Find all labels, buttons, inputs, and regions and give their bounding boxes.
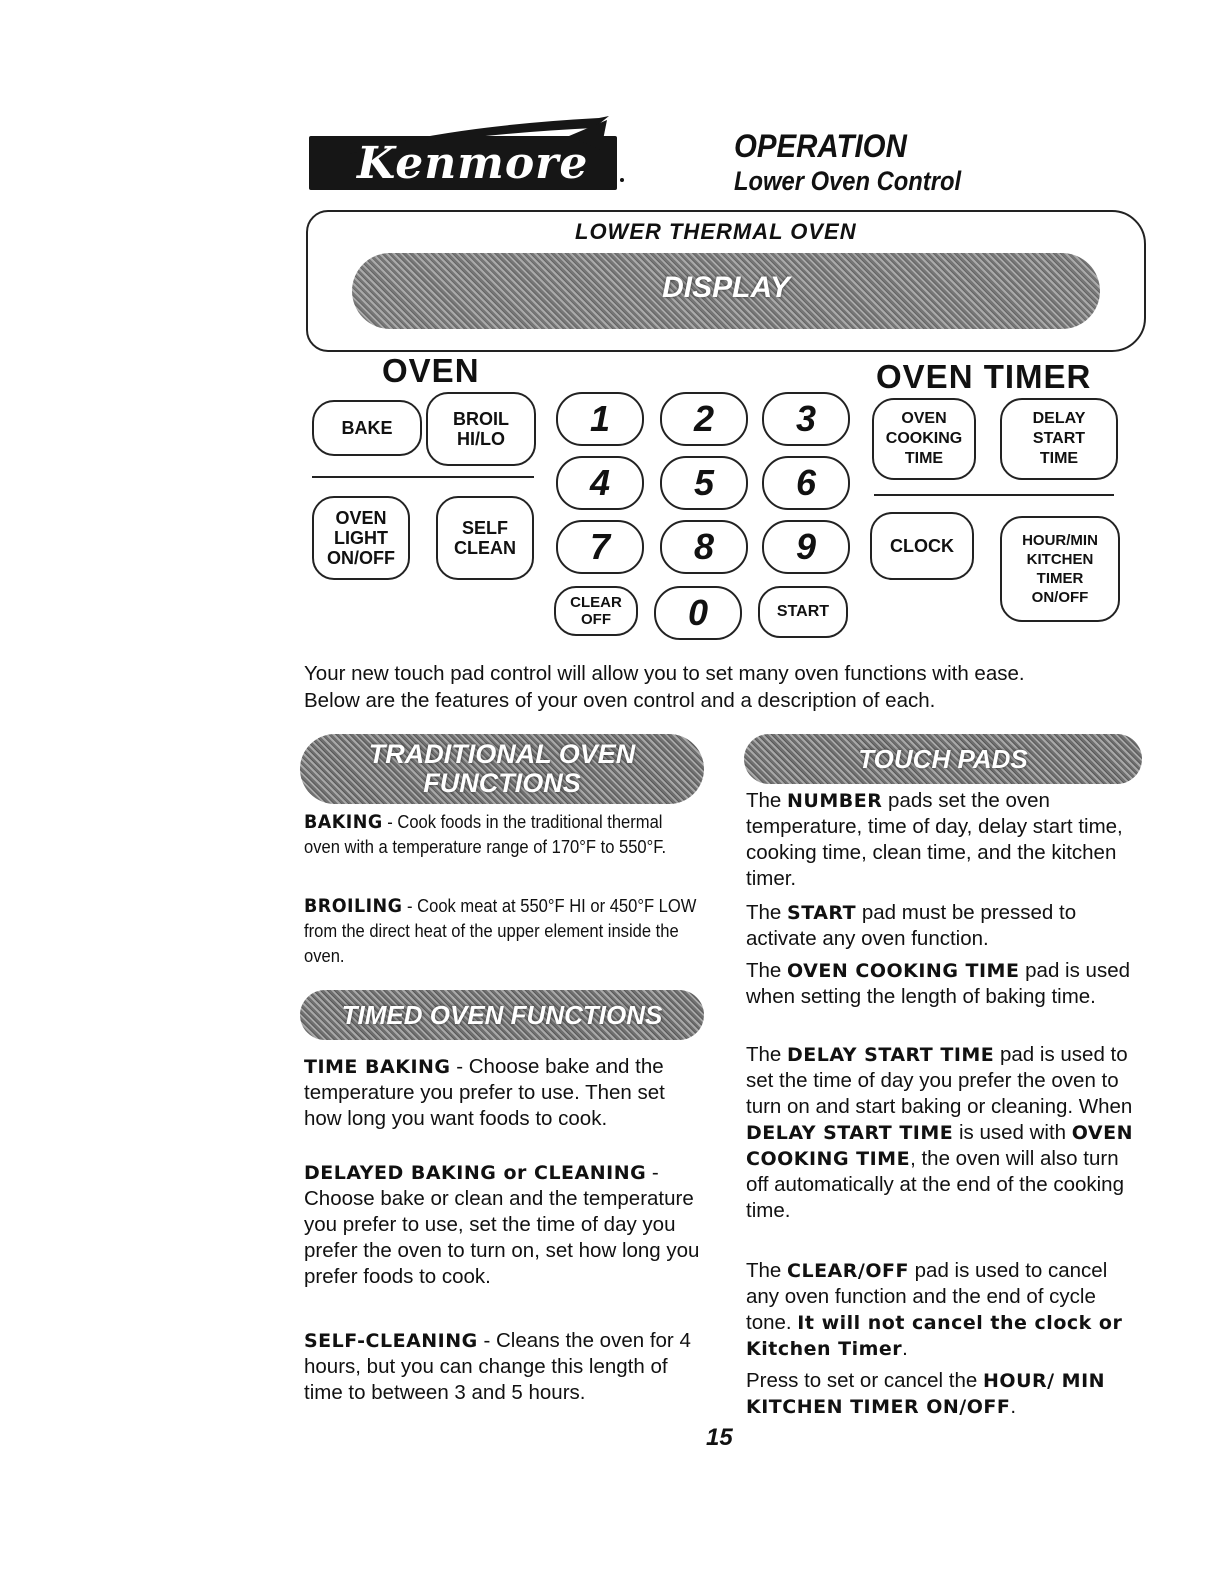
dst-term-2: DELAY START TIME — [746, 1122, 954, 1144]
time-baking-term: TIME BAKING — [304, 1056, 451, 1078]
bake-button[interactable]: BAKE — [312, 400, 422, 456]
timer-divider — [874, 494, 1114, 496]
oct-pre: The — [746, 959, 788, 982]
time-baking-description — [304, 1054, 704, 1132]
number-0-button[interactable]: 0 — [654, 586, 742, 640]
number-7-button[interactable]: 7 — [556, 520, 644, 574]
dst-term: DELAY START TIME — [787, 1044, 995, 1066]
banner-line-2: FUNCTIONS — [423, 768, 581, 798]
press-term: HOUR/ MIN KITCHEN TIMER ON/OFF — [746, 1370, 1106, 1418]
start-term: START — [787, 902, 857, 924]
intro-text — [304, 660, 1144, 714]
number-2-button[interactable]: 2 — [660, 392, 748, 446]
page-title: OPERATION — [734, 128, 907, 164]
oven-light-button[interactable]: OVEN LIGHT ON/OFF — [312, 496, 410, 580]
kitchen-timer-description — [746, 1368, 1142, 1420]
oven-divider — [312, 476, 534, 478]
intro-line-1: Your new touch pad control will allow you to set many oven functions with ease. — [304, 662, 1025, 685]
delay-start-time-button[interactable]: DELAY START TIME — [1000, 398, 1118, 480]
press-text: Press to set or cancel the — [746, 1369, 984, 1392]
clock-button[interactable]: CLOCK — [870, 512, 974, 580]
baking-text: - Cook foods in the traditional thermal oven with a temperature range of 170°F to 550°F. — [304, 812, 667, 857]
oven-timer-section-title: OVEN TIMER — [876, 358, 1092, 395]
clear-term-2: It will not cancel the clock or Kitchen Timer — [746, 1312, 1123, 1360]
page-subtitle: Lower Oven Control — [734, 166, 962, 196]
panel-label: LOWER THERMAL OVEN — [575, 219, 857, 244]
number-4-button[interactable]: 4 — [556, 456, 644, 510]
baking-description — [304, 810, 700, 860]
clear-end: . — [902, 1337, 908, 1360]
logo-text: Kenmore — [357, 138, 589, 189]
touch-pads-banner: TOUCH PADS — [744, 734, 1142, 784]
logo-trademark-dot — [620, 178, 624, 182]
number-pre: The — [746, 789, 788, 812]
oct-term: OVEN COOKING TIME — [787, 960, 1020, 982]
number-5-button[interactable]: 5 — [660, 456, 748, 510]
kitchen-timer-button[interactable]: HOUR/MIN KITCHEN TIMER ON/OFF — [1000, 516, 1120, 622]
self-cleaning-text: - Cleans the oven for 4 hours, but you can change this length of time to between 3 and 5 hours. — [304, 1329, 691, 1404]
number-3-button[interactable]: 3 — [762, 392, 850, 446]
banner-line-1: TRADITIONAL OVEN — [368, 739, 636, 769]
delayed-text: - Choose bake or clean and the temperature you prefer to use, set the time of day you prefer the oven to turn on, set how long you prefer foods to cook. — [304, 1161, 700, 1288]
number-text: pads set the oven temperature, time of day, delay start time, cooking time, clean time, and the kitchen timer. — [746, 789, 1123, 890]
number-1-button[interactable]: 1 — [556, 392, 644, 446]
clear-off-button[interactable]: CLEAR OFF — [554, 586, 638, 636]
dst-text-1: pad is used to set the time of day you prefer the oven to turn on and start baking or cleaning. When — [746, 1043, 1133, 1118]
oven-cooking-time-description — [746, 958, 1142, 1010]
start-pad-description — [746, 900, 1142, 952]
dst-text-3: , the oven will also turn off automatically at the end of the cooking time. — [746, 1147, 1124, 1222]
press-end: . — [1010, 1395, 1017, 1418]
self-clean-button[interactable]: SELF CLEAN — [436, 496, 534, 580]
number-8-button[interactable]: 8 — [660, 520, 748, 574]
dst-pre: The — [746, 1043, 788, 1066]
number-6-button[interactable]: 6 — [762, 456, 850, 510]
kenmore-logo — [309, 136, 617, 190]
oven-section-title: OVEN — [382, 352, 480, 389]
number-term: NUMBER — [787, 790, 883, 812]
start-button[interactable]: START — [758, 586, 848, 638]
self-cleaning-term: SELF-CLEANING — [304, 1330, 478, 1352]
intro-line-2: Below are the features of your oven control and a description of each. — [304, 689, 936, 712]
timed-functions-banner: TIMED OVEN FUNCTIONS — [300, 990, 704, 1040]
broiling-text: - Cook meat at 550°F HI or 450°F LOW from the direct heat of the upper element inside the oven. — [304, 896, 697, 966]
page-number: 15 — [706, 1424, 733, 1451]
clear-term: CLEAR/OFF — [787, 1260, 909, 1282]
display-bar — [352, 253, 1100, 329]
oct-text: pad is used when setting the length of baking time. — [746, 959, 1131, 1008]
number-pads-description — [746, 788, 1142, 892]
display-label: DISPLAY — [662, 271, 790, 304]
clear-off-description — [746, 1258, 1142, 1362]
broil-hilo-button[interactable]: BROIL HI/LO — [426, 392, 536, 466]
traditional-functions-banner — [300, 734, 704, 804]
start-pre: The — [746, 901, 788, 924]
time-baking-text: - Choose bake and the temperature you prefer to use. Then set how long you want foods to cook. — [304, 1055, 665, 1130]
delayed-description — [304, 1160, 704, 1290]
broiling-term: BROILING — [304, 895, 403, 917]
dst-text-2: is used with — [953, 1121, 1072, 1144]
baking-term: BAKING — [304, 811, 383, 833]
broiling-description — [304, 894, 700, 969]
start-text: pad must be pressed to activate any oven function. — [746, 901, 1077, 950]
delayed-term: DELAYED BAKING or CLEANING — [304, 1162, 647, 1184]
dst-term-3: OVEN COOKING TIME — [746, 1122, 1133, 1170]
self-cleaning-description — [304, 1328, 704, 1406]
number-9-button[interactable]: 9 — [762, 520, 850, 574]
oven-cooking-time-button[interactable]: OVEN COOKING TIME — [872, 398, 976, 480]
clear-pre: The — [746, 1259, 788, 1282]
delay-start-time-description — [746, 1042, 1142, 1224]
clear-text: pad is used to cancel any oven function and the end of cycle tone. — [746, 1259, 1108, 1334]
